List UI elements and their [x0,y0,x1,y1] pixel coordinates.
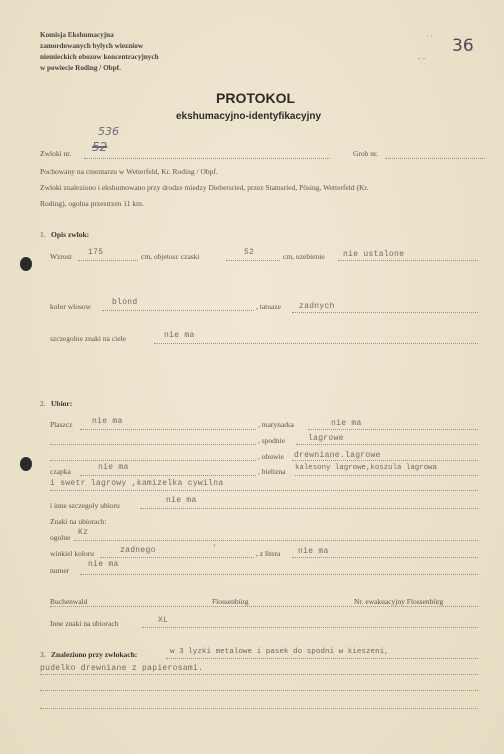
inne-znaki-label: Inne znaki na ubiorach [50,619,119,628]
spodnie-pre-line [50,444,256,445]
section-3-heading: Znaleziono przy zwlokach: [51,650,138,659]
ogolne-value: Kz [78,528,89,537]
bielizna-value: kalesony lagrowe,koszula lagrowa [295,464,437,472]
section-1-number: 1. [40,230,46,239]
czaska-unit: cm, uzebienie [283,252,325,261]
uzebienie-value: nie ustalone [343,250,405,259]
marynarka-value: nie ma [331,419,362,428]
found-items-line-2: pudelko drewniane z papierosami. [40,664,204,673]
spodnie-label: , spodnie [258,436,286,445]
grob-label: Grob nr. [353,149,378,158]
czapka-line [80,475,256,476]
numer-label: numer [50,566,70,575]
punch-hole-top [20,257,32,271]
winkiel-label: winkiel koloru [50,549,94,558]
znaki-ubior-label: Znaki na ubiorach: [50,517,107,526]
bielizna-line [295,475,478,476]
winkiel-value: zadnego [120,546,156,555]
tatuaze-label: , tatuaze [256,302,281,311]
section-2-number: 2. [40,399,46,408]
section-2-heading: Ubior: [51,399,73,408]
found-items-line-1: w 3 lyzki metalowe i pasek do spodni w kieszeni, [170,648,389,656]
uzebienie-line [338,260,478,261]
section-1-heading: Opis zwlok: [51,230,90,239]
obuwie-line [292,460,478,461]
grob-line [385,158,485,159]
zwloki-number-struck: 52 [92,140,108,154]
org-line-2: zamordowanych bylych wiezniow [40,42,144,50]
bielizna-label: , bielizna [258,467,286,476]
czaska-line [226,260,280,261]
wzrost-unit: cm, objetosc czaski [141,252,200,261]
inne-znaki-value: XL [158,616,169,625]
corner-marks: ‧ ‧ [426,32,434,41]
czaska-value: 52 [244,248,255,257]
zwloki-label: Zwloki nr. [40,149,72,158]
marynarka-line [308,429,478,430]
numer-value: nie ma [88,560,119,569]
znaki-label: szczegolne znaki na ciele [50,334,126,343]
bielizna-continued: i swetr lagrowy ,kamizelka cywilna [50,479,224,488]
tatuaze-line [292,312,478,313]
plaszcz-line [80,429,256,430]
corner-marks-2: - - [418,54,426,63]
marynarka-label: , marynarka [258,420,294,429]
document-title: PROTOKOL [216,90,296,106]
section-3-number: 3. [40,650,46,659]
litera-label: , z litera [256,549,281,558]
org-line-3: niemieckich obozow koncentracyjnych [40,53,159,61]
found-line-4 [40,708,478,709]
ogolne-label: ogolne [50,533,71,542]
wzrost-value: 175 [88,248,104,257]
page-number: 36 [452,36,474,56]
winkiel-tick: ʼ [213,543,216,552]
spodnie-line [296,444,478,445]
burial-line-3: Roding), ogolna przestrzen 11 km. [40,199,144,208]
bielizna-cont-line [50,490,478,491]
org-line-4: w powiecie Roding / Obpf. [40,64,121,72]
punch-hole-bottom [20,457,32,471]
wzrost-line [78,260,138,261]
obuwie-pre-line [50,460,256,461]
litera-line [292,557,478,558]
found-line-2 [40,674,478,675]
camp-evac-number: Nr. ewakuacyjny Flossenbürg [354,597,444,606]
spodnie-value: lagrowe [308,434,344,443]
plaszcz-value: nie ma [92,417,123,426]
zwloki-number-handwritten: 536 [98,125,119,138]
ogolne-line [74,540,478,541]
znaki-value: nie ma [164,331,195,340]
org-line-1: Komisja Ekshumacyjna [40,31,114,39]
camp-buchenwald: Buchenwald [50,597,88,606]
kolor-line [102,310,254,311]
burial-line-2: Zwloki znaleziono i ekshumowano przy drodze miedzy Diebersried, przez Stamsried, Pösing, Wetterfeld (Kr. [40,183,369,192]
found-line-1 [166,658,478,659]
inne-znaki-line [142,627,478,628]
numer-line [80,574,478,575]
wzrost-label: Wzrost [50,252,72,261]
camp-flossenburg: Flossenbürg [212,597,249,606]
zwloki-line [84,158,330,159]
czapka-value: nie ma [98,463,129,472]
camp-line [50,606,478,607]
found-line-3 [40,690,478,691]
obuwie-label: , obuwie [258,452,284,461]
inne-value: nie ma [166,496,197,505]
znaki-line [154,343,478,344]
document-subtitle: ekshumacyjno-identyfikacyjny [176,111,322,122]
kolor-value: blond [112,298,138,307]
plaszcz-label: Plaszcz [50,420,73,429]
winkiel-line [100,557,254,558]
inne-line [140,508,478,509]
obuwie-value: drewniane.lagrowe [294,451,381,460]
inne-label: i inne szczegoly ubioru [50,501,120,510]
burial-line-1: Pochowany na cmentarzu w Wetterfeld, Kr. Roding / Obpf. [40,167,218,176]
litera-value: nie ma [298,547,329,556]
kolor-label: kolor wlosow [50,302,92,311]
czapka-label: czapka [50,467,71,476]
tatuaze-value: zadnych [299,302,335,311]
